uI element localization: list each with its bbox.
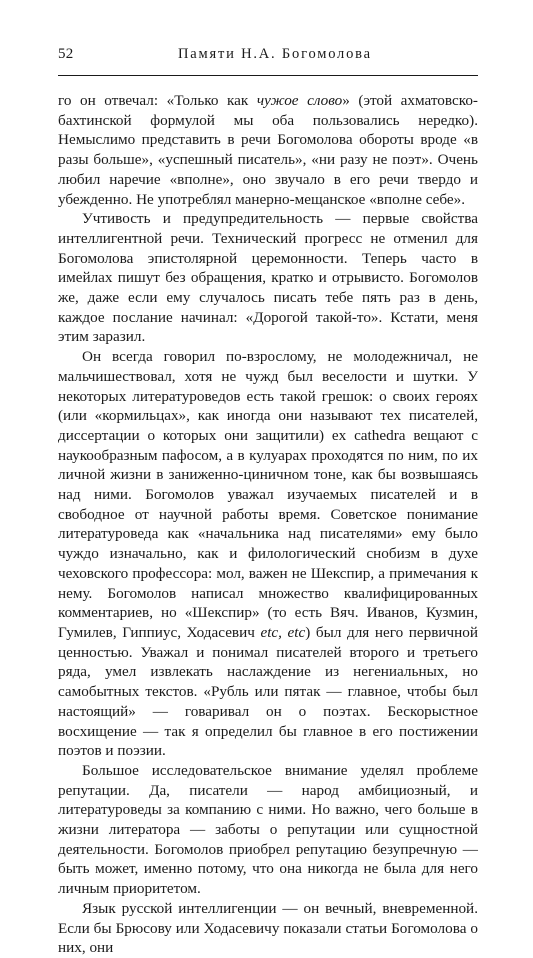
- paragraph: [58, 899, 478, 958]
- italic-text: чужое слово: [256, 92, 343, 109]
- body-text: [58, 91, 478, 958]
- running-title: Памяти Н.А. Богомолова: [178, 46, 372, 62]
- text-segment: ) был для него первичной ценностью. Уважал и понимал писателей второго и третьего ряда, умел извлекать наслаждение из негениальных, но самобытных текстов. «Рубль или пятак — главное, чтобы был настоящий» — говаривал он о поэтах. Бескорыстное восхищение — так я определил бы главное в его постижении поэтов и поэзии.: [58, 623, 478, 760]
- paragraph: [58, 761, 478, 899]
- paragraph: [58, 91, 478, 209]
- text-segment: Язык русской интеллигенции — он вечный, вневременной. Если бы Брюсову или Ходасевичу показали статьи Богомолова о них, они: [58, 899, 478, 957]
- text-segment: го он отвечал: «Только как: [58, 92, 257, 109]
- text-segment: » (этой ахматовско-бахтинской формулой мы оба пользовались нередко). Немыслимо представить в речи Богомолова обороты вроде «в разы больше», «успешный писатель», «ни разу не поэт». Очень любил наречие «вполне», оно звучало в его речи твердо и убежденно. Не употреблял манерно-мещанское «вполне себе».: [58, 92, 478, 208]
- page-header: [58, 46, 478, 70]
- paragraph: [58, 347, 478, 761]
- text-segment: Он всегда говорил по-взрослому, не молодежничал, не мальчишествовал, хотя не чужд был веселости и шутки. У некоторых литературоведов есть такой грешок: о своих героях (или «кормильцах», как иногда они называют тех писателей, диссертации о которых они защитили) ex cathedra вещают с наукообразным пафосом, а в кулуарах проходятся по ним, по их личной жизни в заниженно-циничном тоне, как бы возвышаясь над ними. Богомолов уважал изучаемых писателей и в свободное от научной работы время. Советское понимание литературоведа как «начальника над писателями» ему было чуждо изначально, как и филологический снобизм в духе чеховского профессора: мол, важен не Шекспир, а примечания к нему. Богомолов написал множество квалифицированных комментариев, но «Шекспир» (то есть Вяч. Иванов, Кузмин, Гумилев, Гиппиус, Ходасевич: [58, 348, 478, 641]
- header-rule: [58, 75, 478, 76]
- page-number: 52: [58, 46, 74, 62]
- italic-text: etc, etc: [260, 623, 306, 641]
- text-segment: Большое исследовательское внимание уделял проблеме репутации. Да, писатели — народ амбициозный, и литературоведы за компанию с ними. Но важно, чего больше в жизни литератора — заботы о репутации или сущностной деятельности. Богомолов приобрел репутацию безупречную — быть может, именно потому, что она никогда не была для него личным приоритетом.: [58, 761, 478, 898]
- text-segment: Учтивость и предупредительность — первые свойства интеллигентной речи. Технический прогресс не отменил для Богомолова эпистолярной церемонности. Теперь часто в имейлах пишут без обращения, кратко и отрывисто. Богомолов же, даже если ему случалось писать тебе пять раз в день, каждое послание начинал: «Дорогой такой-то». Кстати, меня этим заразил.: [58, 210, 478, 346]
- paragraph: [58, 209, 478, 347]
